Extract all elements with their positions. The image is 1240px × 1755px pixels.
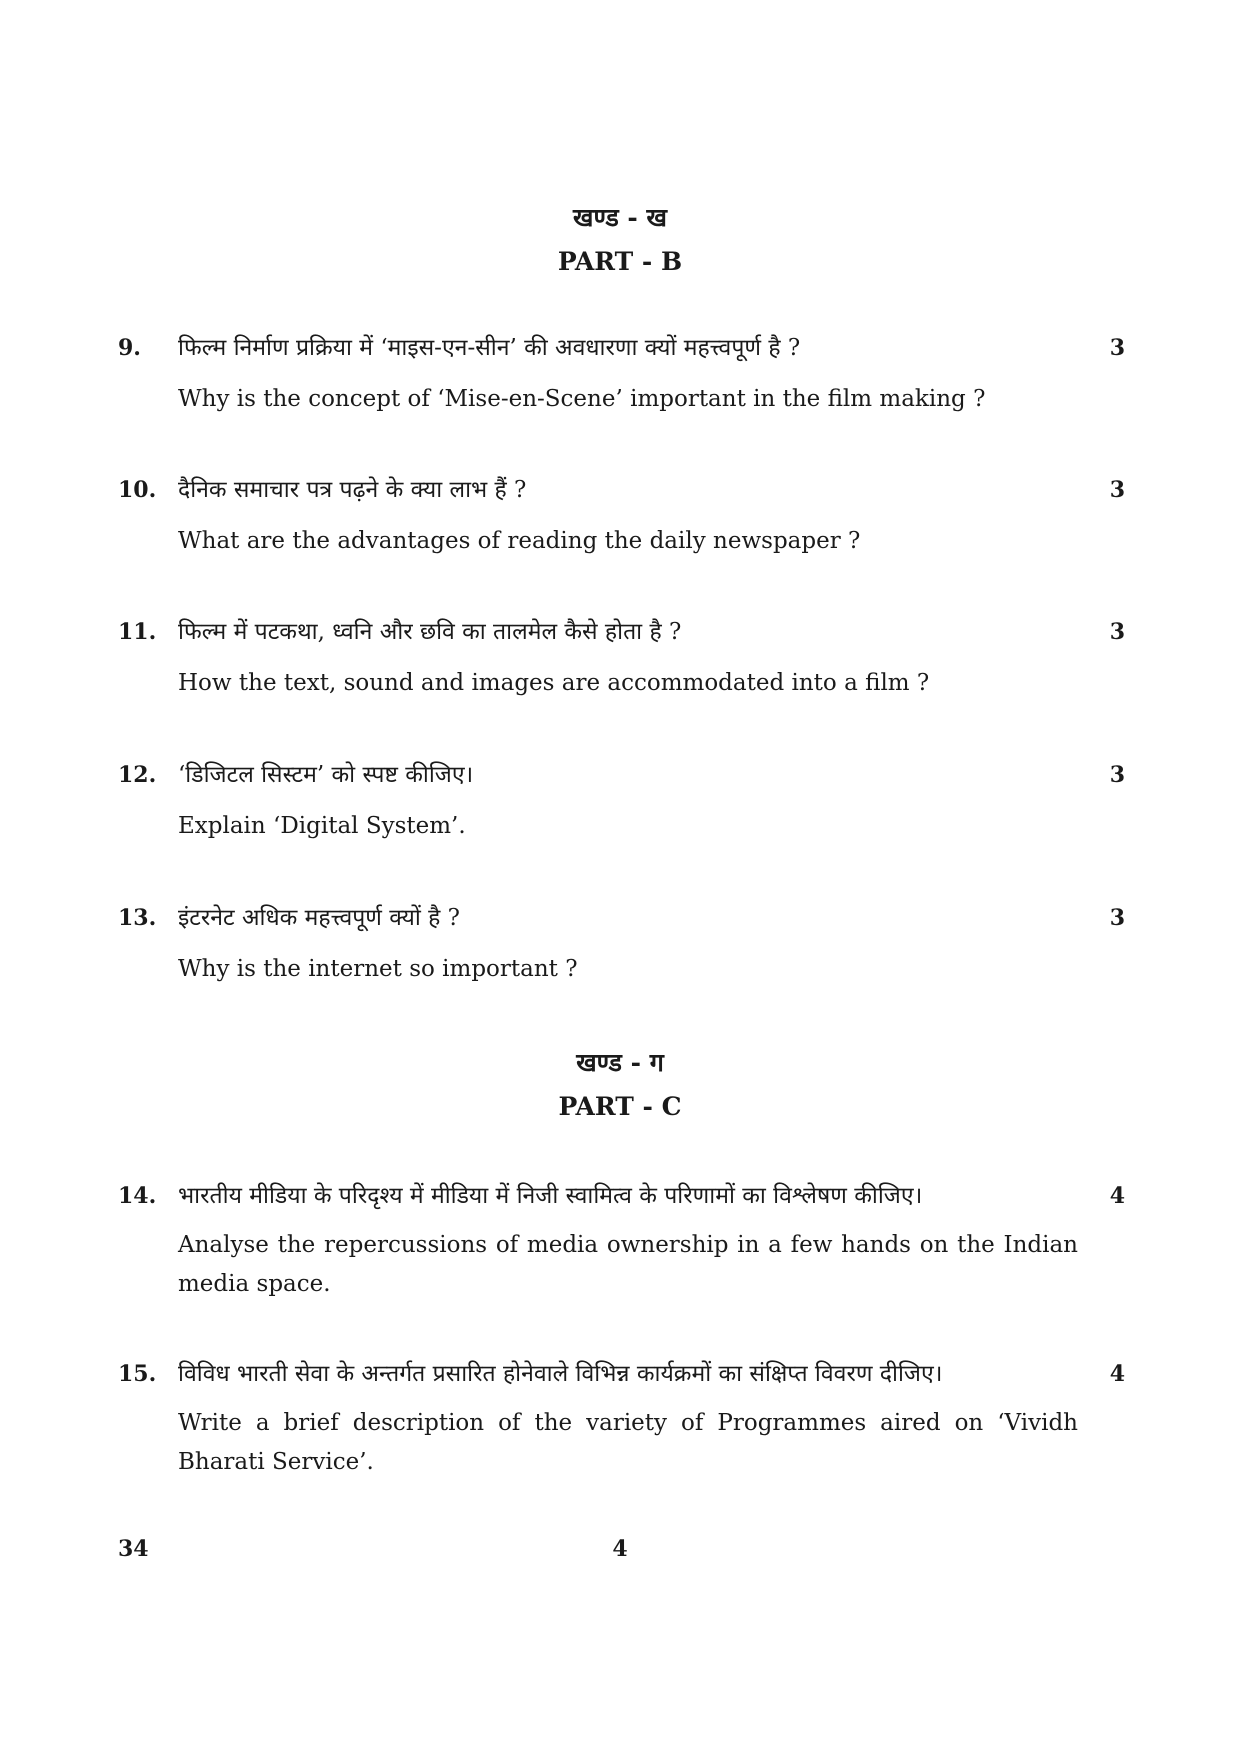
paper-code: 34	[118, 1536, 149, 1562]
part-b-hindi-heading: खण्ड - ख	[573, 203, 667, 232]
question-english-text: Write a brief description of the variety of Programmes aired on ‘Vividh Bharati Service’.	[178, 1410, 1078, 1475]
page-number: 4	[612, 1536, 628, 1562]
question-marks: 3	[1109, 477, 1125, 503]
question-number: 11.	[118, 619, 157, 645]
question-marks: 3	[1109, 335, 1125, 361]
question-number: 15.	[118, 1361, 157, 1387]
question-english-text: Analyse the repercussions of media ownership in a few hands on the Indian media space.	[178, 1232, 1078, 1297]
question-english-text: Why is the internet so important ?	[178, 956, 578, 982]
question-hindi-text: फिल्म निर्माण प्रक्रिया में ‘माइस-एन-सीन’ की अवधारणा क्यों महत्त्वपूर्ण है ?	[178, 335, 801, 361]
question-english-text: Explain ‘Digital System’.	[178, 813, 466, 839]
part-b-heading	[0, 203, 1240, 277]
question-marks: 3	[1109, 905, 1125, 931]
question-english-text: How the text, sound and images are accommodated into a film ?	[178, 670, 930, 696]
part-c-english-heading: PART - C	[558, 1092, 682, 1121]
question-marks: 3	[1109, 762, 1125, 788]
question-number: 12.	[118, 762, 157, 788]
question-number: 9.	[118, 335, 141, 361]
question-english-text: Why is the concept of ‘Mise-en-Scene’ important in the film making ?	[178, 386, 986, 412]
question-marks: 3	[1109, 619, 1125, 645]
question-english-text: What are the advantages of reading the daily newspaper ?	[178, 528, 861, 554]
question-hindi-text: दैनिक समाचार पत्र पढ़ने के क्या लाभ हैं ?	[178, 477, 527, 503]
question-marks: 4	[1109, 1183, 1125, 1209]
question-hindi-text: भारतीय मीडिया के परिदृश्य में मीडिया में निजी स्वामित्व के परिणामों का विश्लेषण कीजिए।	[178, 1183, 923, 1209]
part-c-heading	[0, 1048, 1240, 1122]
question-hindi-text: फिल्म में पटकथा, ध्वनि और छवि का तालमेल कैसे होता है ?	[178, 619, 682, 645]
question-number: 14.	[118, 1183, 157, 1209]
part-c-hindi-heading: खण्ड - ग	[576, 1048, 664, 1077]
question-hindi-text: इंटरनेट अधिक महत्त्वपूर्ण क्यों है ?	[178, 905, 461, 931]
part-b-english-heading: PART - B	[557, 247, 683, 276]
question-number: 13.	[118, 905, 157, 931]
question-hindi-text: विविध भारती सेवा के अन्तर्गत प्रसारित होनेवाले विभिन्न कार्यक्रमों का संक्षिप्त विवरण दीजिए।	[178, 1361, 943, 1387]
question-number: 10.	[118, 477, 157, 503]
question-marks: 4	[1109, 1361, 1125, 1387]
question-hindi-text: ‘डिजिटल सिस्टम’ को स्पष्ट कीजिए।	[178, 762, 474, 788]
